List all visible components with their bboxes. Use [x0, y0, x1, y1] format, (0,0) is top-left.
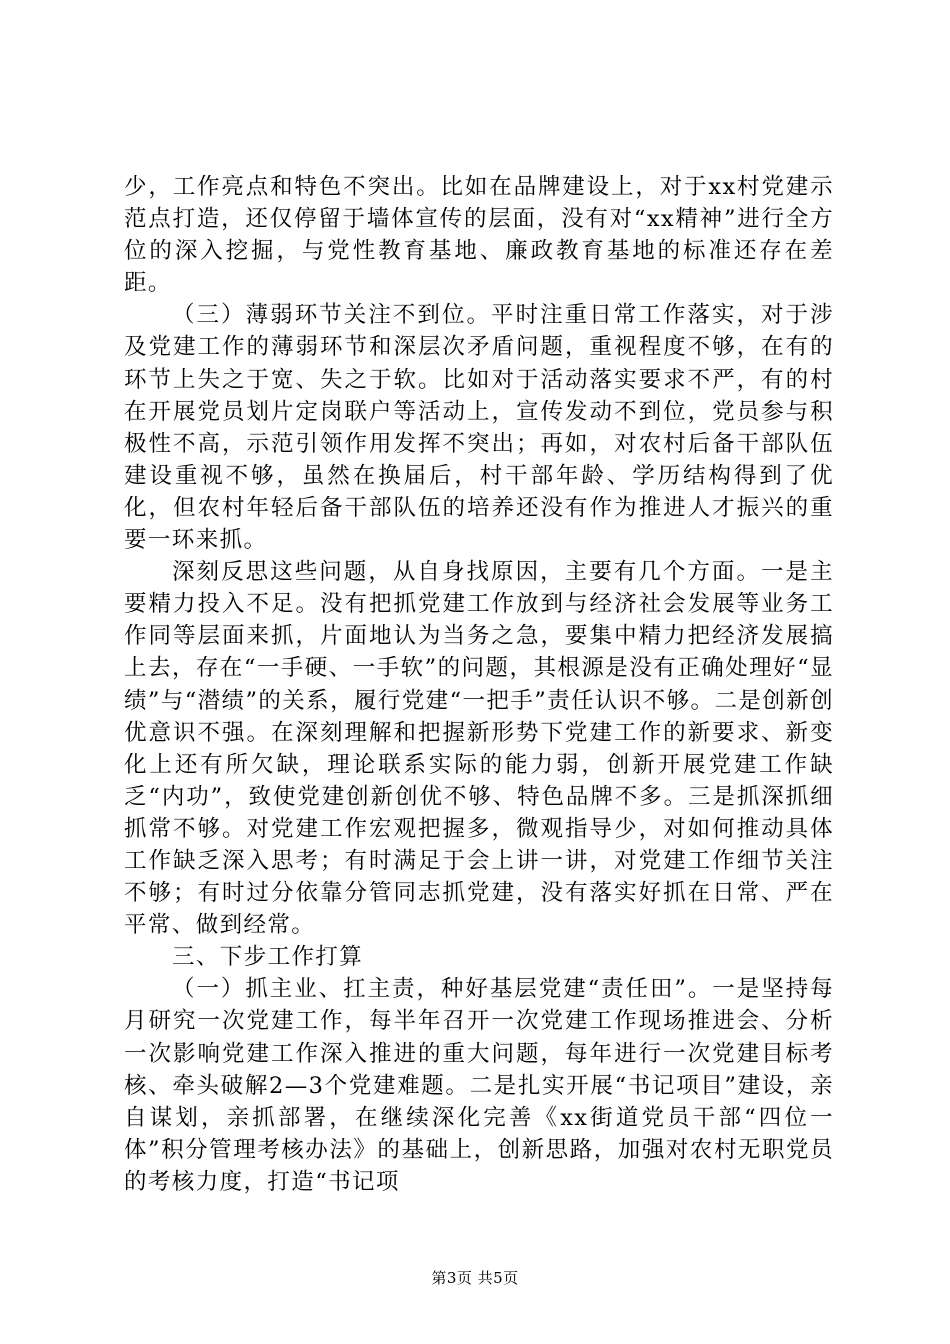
document-body: [124, 171, 834, 1198]
section-heading-next-steps: 三、下步工作打算: [172, 944, 364, 971]
paragraph-reflection: 深刻反思这些问题，从自身找原因，主要有几个方面。一是主要精力投入不足。没有把抓党建工作放到与经济社会发展等业务工作同等层面来抓，片面地认为当务之急，要集中精力把经济发展搞上去，存在“一手硬、一手软”的问题，其根源是没有正确处理好“显绩”与“潜绩”的关系，履行党建“一把手”责任认识不够。二是创新创优意识不强。在深刻理解和把握新形势下党建工作的新要求、新变化上还有所欠缺，理论联系实际的能力弱，创新开展党建工作缺乏“内功”，致使党建创新创优不够、特色品牌不多。三是抓深抓细抓常不够。对党建工作宏观把握多，微观指导少，对如何推动具体工作缺乏深入思考；有时满足于会上讲一讲，对党建工作细节关注不够；有时过分依靠分管同志抓党建，没有落实好抓在日常、严在平常、做到经常。: [124, 559, 834, 939]
paragraph-responsibility: （一）抓主业、扛主责，种好基层党建“责任田”。一是坚持每月研究一次党建工作，每半年召开一次党建工作现场推进会、分析一次影响党建工作深入推进的重大问题，每年进行一次党建目标考核、牵头破解2—3个党建难题。二是扎实开展“书记项目”建设，亲自谋划，亲抓部署，在继续深化完善《xx街道党员干部“四位一体”积分管理考核办法》的基础上，创新思路，加强对农村无职党员的考核力度，打造“书记项: [124, 976, 834, 1195]
page-number-footer: 第3页 共5页: [431, 1269, 519, 1287]
paragraph-weak-links: （三）薄弱环节关注不到位。平时注重日常工作落实，对于涉及党建工作的薄弱环节和深层次矛盾问题，重视程度不够，在有的环节上失之于宽、失之于软。比如对于活动落实要求不严，有的村在开展党员划片定岗联户等活动上，宣传发动不到位，党员参与积极性不高，示范引领作用发挥不突出；再如，对农村后备干部队伍建设重视不够，虽然在换届后，村干部年龄、学历结构得到了优化，但农村年轻后备干部队伍的培养还没有作为推进人才振兴的重要一环来抓。: [124, 302, 834, 554]
paragraph-continuation: 少，工作亮点和特色不突出。比如在品牌建设上，对于xx村党建示范点打造，还仅停留于墙体宣传的层面，没有对“xx精神”进行全方位的深入挖掘，与党性教育基地、廉政教育基地的标准还存在差距。: [124, 174, 834, 297]
